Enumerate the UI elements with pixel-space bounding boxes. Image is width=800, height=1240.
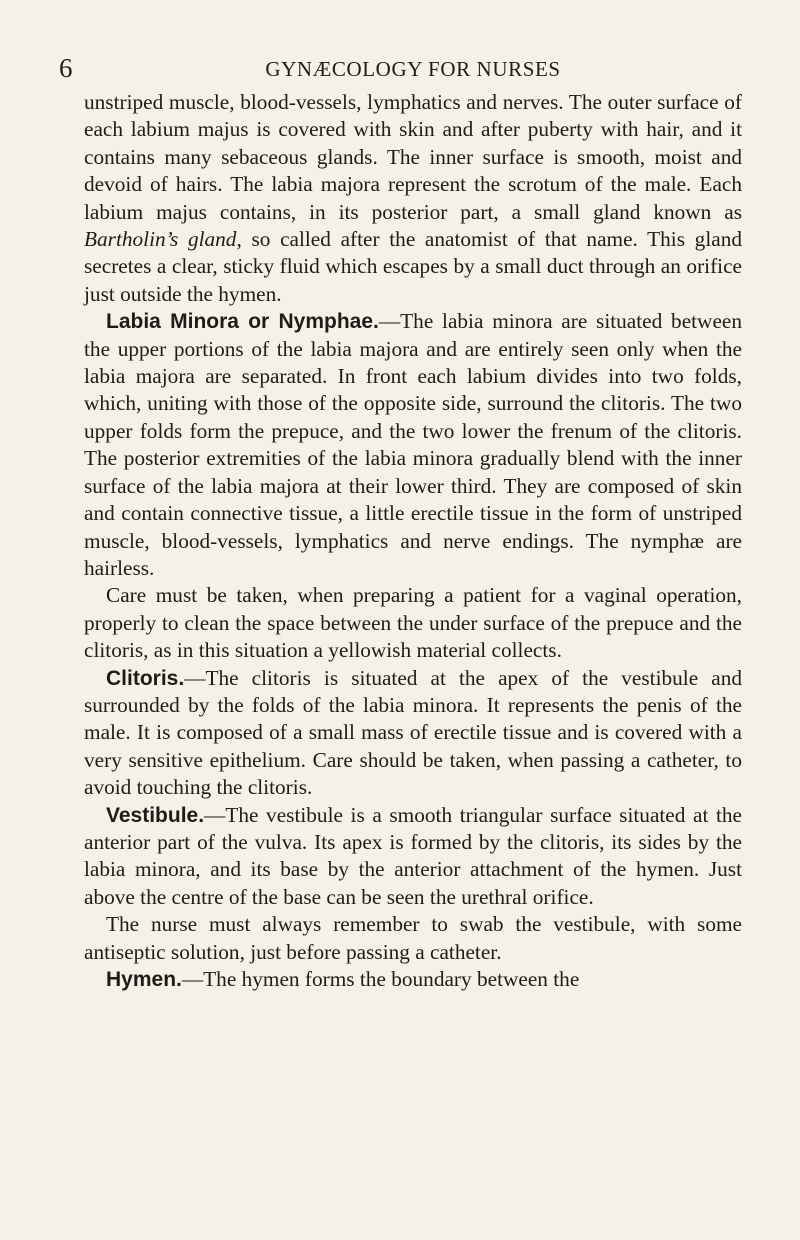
paragraph-hymen [84,966,742,993]
body-text [84,89,742,993]
paragraph-text: Care must be taken, when preparing a patient for a vaginal operation, properly to clean the space between the under surface of the prepuce and the clitoris, as in this situation a yellowish material collects. [84,583,742,663]
paragraph-labia-majora-continued [84,89,742,308]
paragraph-text: unstriped muscle, blood-vessels, lymphatics and nerves. The outer surface of each labium majus is covered with skin and after puberty with hair, and it contains many sebaceous glands. The inner surface is smooth, moist and devoid of hairs. The labia majora represent the scrotum of the male. Each labium majus contains, in its posterior part, a small gland known as [84,90,742,224]
paragraph-text: —The vestibule is a smooth triangular surface situated at the anterior part of the vulva. Its apex is formed by the clitoris, its sides by the labia minora, and its base by the anterior attachment of the hymen. Just above the centre of the base can be seen the urethral orifice. [84,802,742,909]
section-heading-vestibule: Vestibule. [106,803,205,827]
italic-term-bartholins-gland: Bartholin’s gland [84,227,237,252]
running-title: GYNÆCOLOGY FOR NURSES [265,57,561,81]
paragraph-text: , so called after the anatomist of that name. This gland secretes a clear, sticky fluid which escapes by a small duct through an orifice just outside the hymen. [84,227,742,306]
paragraph-clitoris [84,665,742,802]
running-head [0,51,800,85]
paragraph-text: —The clitoris is situated at the apex of the vestibule and surrounded by the folds of the labia minora. It represents the penis of the male. It is composed of a small mass of erectile tissue and is covered with a very sensitive epithelium. Care should be taken, when passing a catheter, to avoid touching the clitoris. [84,665,742,800]
section-heading-hymen: Hymen. [106,968,182,991]
paragraph-text: —The labia minora are situated between the upper portions of the labia majora and are entirely seen only when the labia majora are separated. In front each labium divides into two folds, which, uniting with those of the opposite side, surround the clitoris. The two upper folds form the prepuce, and the two lower the frenum of the clitoris. The posterior extremities of the labia minora gradually blend with the inner surface of the labia majora at their lower third. They are composed of skin and contain connective tissue, a little erectile tissue in the form of unstriped muscle, blood-vessels, lymphatics and nerve endings. The nymphæ are hairless. [84,309,742,580]
page-number: 6 [59,53,73,83]
paragraph-labia-minora [84,308,742,582]
section-heading-clitoris: Clitoris. [106,666,185,690]
paragraph-text: —The hymen forms the boundary between the [181,967,580,991]
paragraph-swab-vestibule [84,911,742,966]
paragraph-vestibule [84,802,742,912]
paragraph-text: The nurse must always remember to swab the vestibule, with some antiseptic solution, just before passing a catheter. [84,912,742,964]
section-heading-labia-minora: Labia Minora or Nymphae. [106,310,379,334]
paragraph-care-prepuce [84,582,742,664]
